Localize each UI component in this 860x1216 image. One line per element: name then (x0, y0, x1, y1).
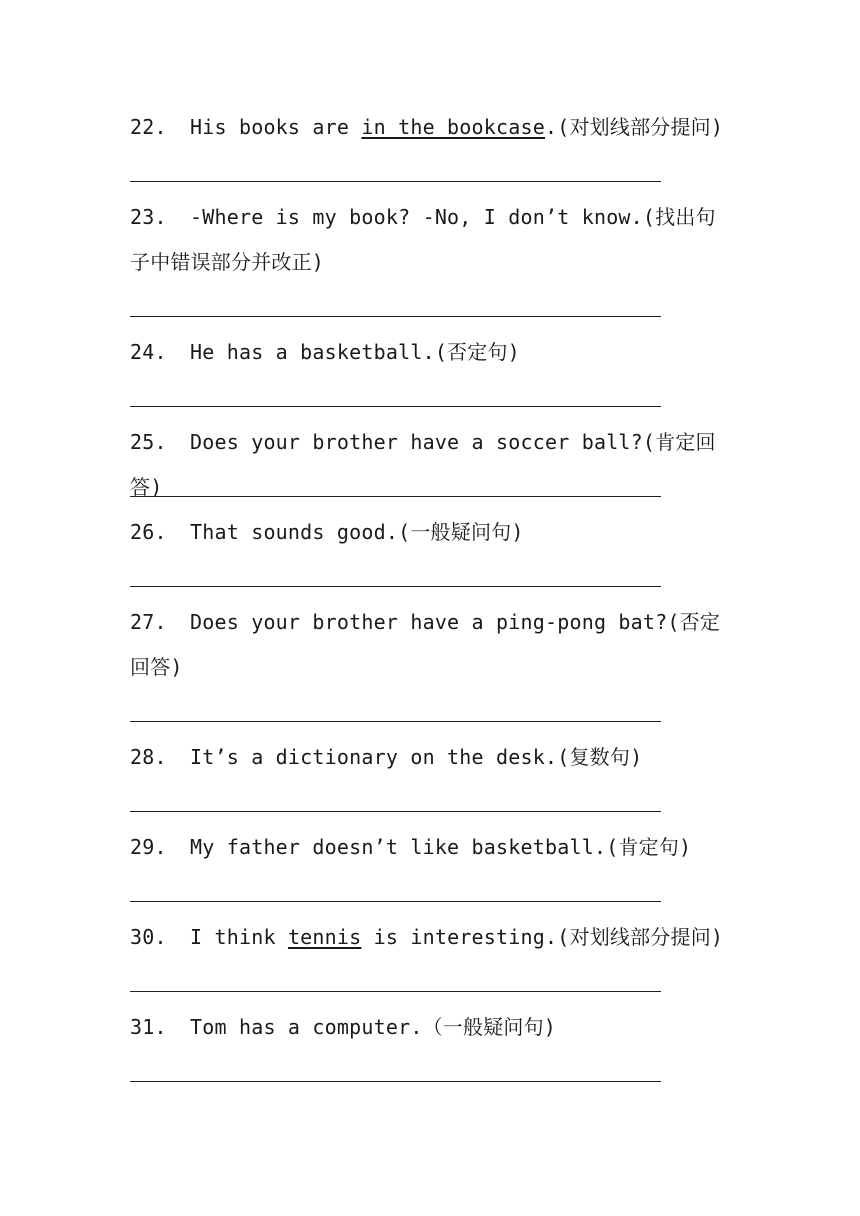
question-number: 29. (130, 835, 167, 859)
question-number: 22. (130, 115, 167, 139)
answer-line-25[interactable] (130, 496, 661, 497)
underlined-phrase: tennis (287, 925, 362, 949)
answer-line-24[interactable] (130, 406, 661, 407)
question-22 (130, 105, 735, 150)
question-text: It’s a dictionary on the desk.(复数句) (190, 745, 643, 769)
question-text: That sounds good.(一般疑问句) (190, 520, 524, 544)
question-30 (130, 915, 735, 960)
question-text: Tom has a computer.（一般疑问句) (190, 1015, 557, 1039)
question-24 (130, 330, 735, 375)
answer-line-28[interactable] (130, 811, 661, 812)
question-number: 31. (130, 1015, 167, 1039)
answer-line-31[interactable] (130, 1081, 661, 1082)
question-text: He has a basketball.(否定句) (190, 340, 520, 364)
question-number: 25. (130, 430, 167, 454)
question-text-after: is interesting.(对划线部分提问) (361, 925, 724, 949)
question-number: 26. (130, 520, 167, 544)
question-27 (130, 600, 735, 690)
question-29 (130, 825, 735, 870)
question-text: My father doesn’t like basketball.(肯定句) (190, 835, 692, 859)
question-number: 27. (130, 610, 167, 634)
answer-line-22[interactable] (130, 181, 661, 182)
answer-line-26[interactable] (130, 586, 661, 587)
answer-line-27[interactable] (130, 721, 661, 722)
question-number: 30. (130, 925, 167, 949)
question-text: Does your brother have a ping-pong bat?(否定回答) (130, 610, 721, 679)
question-text-after: .(对划线部分提问) (545, 115, 724, 139)
question-text: -Where is my book? -No, I don’t know.(找出句子中错误部分并改正) (130, 205, 716, 274)
answer-line-23[interactable] (130, 316, 661, 317)
question-26 (130, 510, 735, 555)
question-number: 23. (130, 205, 167, 229)
question-31 (130, 1005, 735, 1050)
question-number: 28. (130, 745, 167, 769)
question-28 (130, 735, 735, 780)
underlined-phrase: in the bookcase (361, 115, 545, 139)
question-text-before: His books are (190, 115, 362, 139)
answer-line-29[interactable] (130, 901, 661, 902)
question-text-before: I think (190, 925, 288, 949)
question-text: Does your brother have a soccer ball?(肯定回答) (130, 430, 716, 499)
question-number: 24. (130, 340, 167, 364)
answer-line-30[interactable] (130, 991, 661, 992)
question-23 (130, 195, 735, 285)
